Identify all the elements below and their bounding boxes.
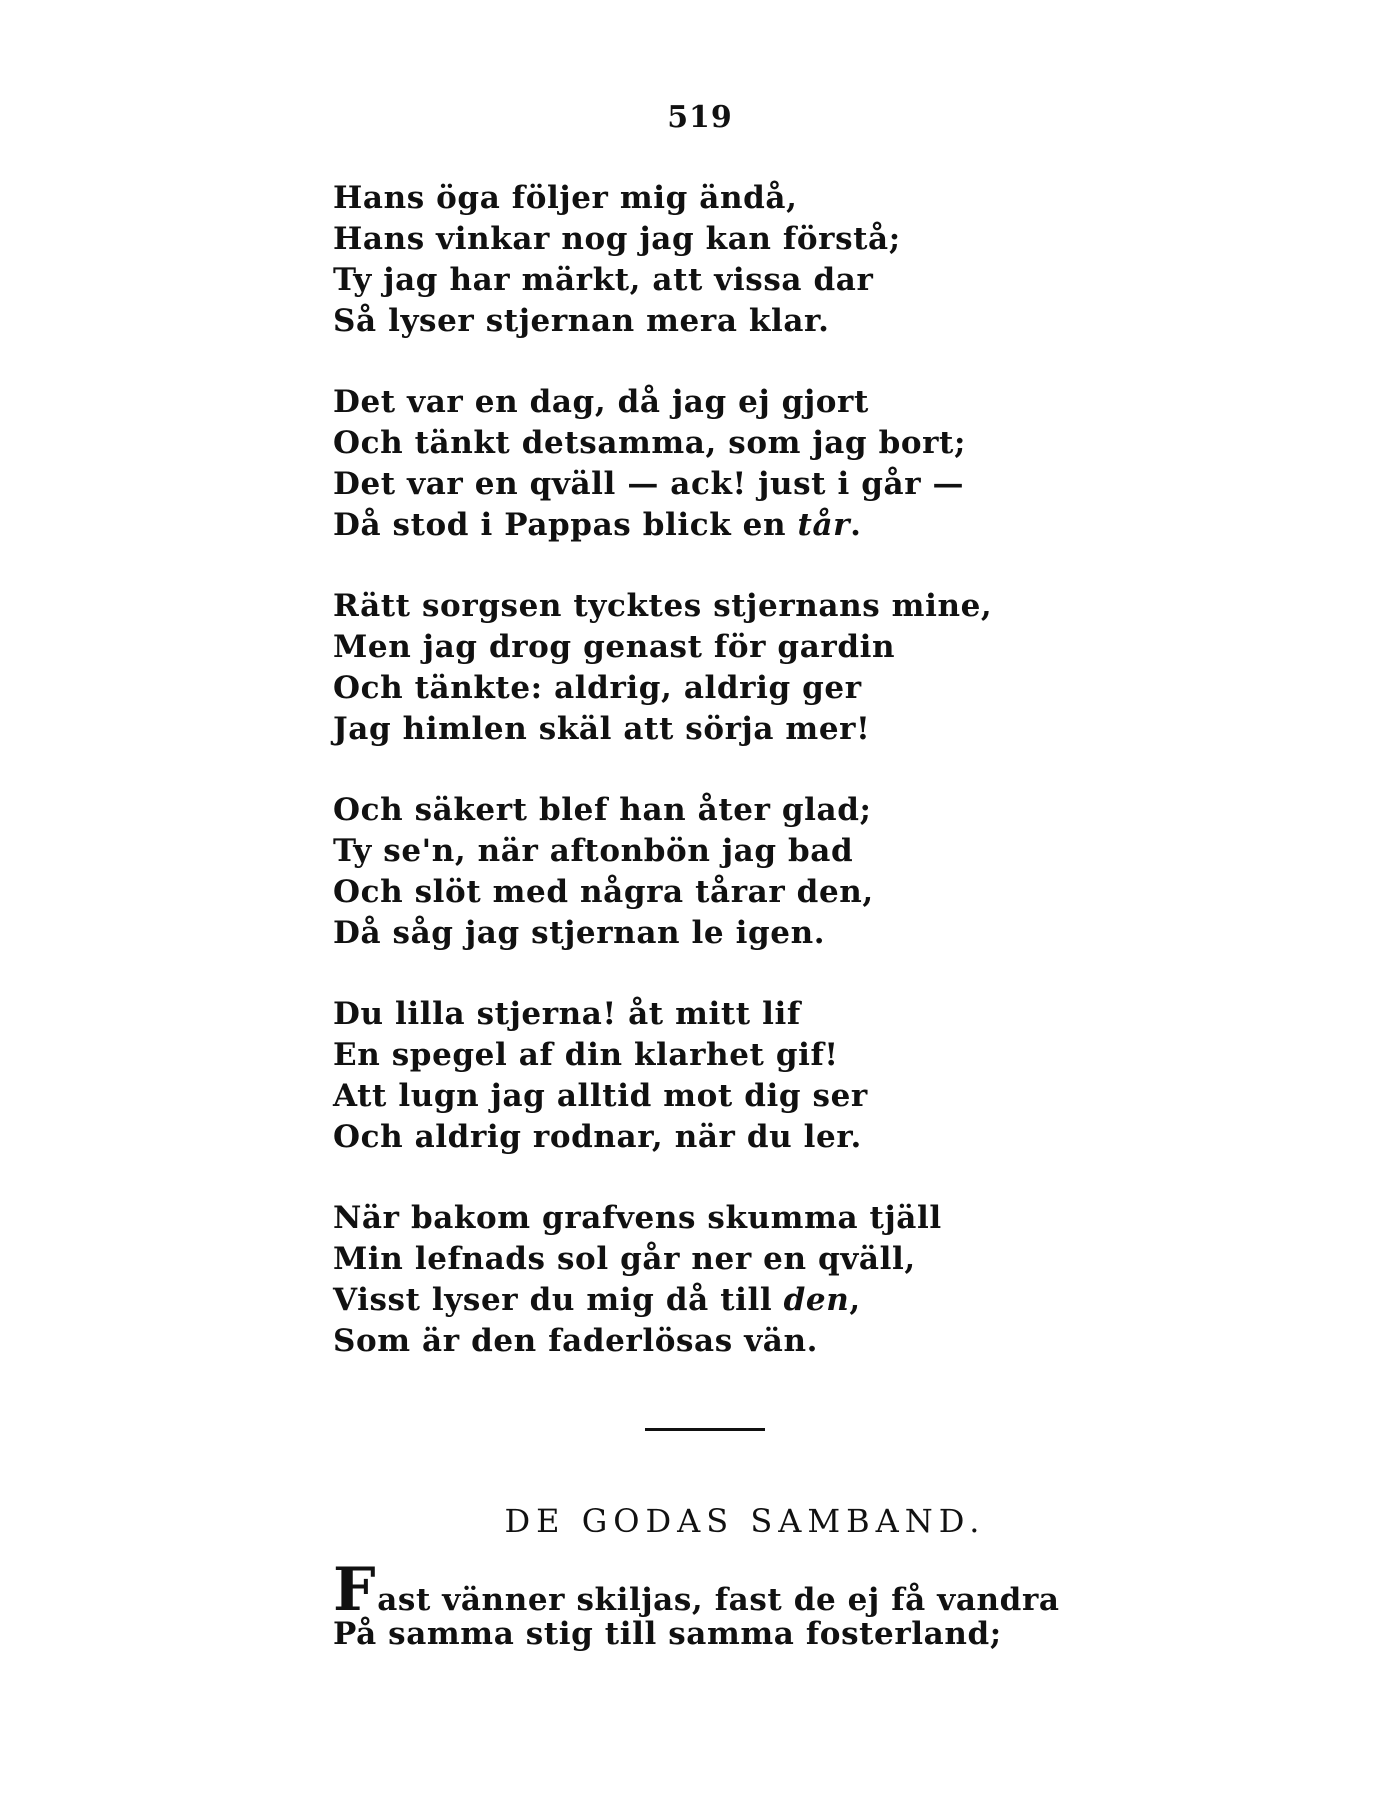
poem-line: Ty se'n, när aftonbön jag bad (333, 833, 854, 869)
second-poem (333, 1555, 1283, 1656)
poem-line: En spegel af din klarhet gif! (333, 1037, 839, 1073)
italic-word: tår (797, 507, 851, 543)
poem-line: Jag himlen skäl att sörja mer! (333, 711, 871, 747)
poem-line: Du lilla stjerna! åt mitt lif (333, 996, 801, 1032)
line-text: ast vänner skiljas, fast de ej få vandra (377, 1582, 1060, 1618)
poem-line: Det var en qväll — ack! just i går — (333, 466, 965, 502)
poem-line (333, 1555, 1283, 1625)
poem-line (333, 505, 1233, 546)
stanza-2 (333, 382, 1233, 546)
poem-line: Då såg jag stjernan le igen. (333, 915, 826, 951)
poem-line: Men jag drog genast för gardin (333, 629, 896, 665)
poem-line: Och aldrig rodnar, när du ler. (333, 1119, 862, 1155)
section-divider (645, 1428, 765, 1431)
poem-line: Och säkert blef han åter glad; (333, 792, 872, 828)
stanza-6 (333, 1198, 1233, 1362)
poem-line: Och tänkte: aldrig, aldrig ger (333, 670, 862, 706)
poem-line: Hans öga följer mig ändå, (333, 180, 798, 216)
poem-line: Så lyser stjernan mera klar. (333, 303, 830, 339)
line-text: Visst lyser du mig då till (333, 1282, 784, 1318)
line-punctuation: , (849, 1282, 861, 1318)
poem-line: På samma stig till samma fosterland; (333, 1616, 1002, 1652)
section-title: DE GODAS SAMBAND. (504, 1502, 986, 1540)
poem-line: Och slöt med några tårar den, (333, 874, 874, 910)
stanza-3 (333, 586, 1233, 750)
italic-word: den (783, 1282, 850, 1318)
poem-line: Som är den faderlösas vän. (333, 1323, 819, 1359)
poem-line: Och tänkt detsamma, som jag bort; (333, 425, 967, 461)
page-number: 519 (667, 100, 733, 135)
poem-line: Att lugn jag alltid mot dig ser (333, 1078, 868, 1114)
poem-line: Det var en dag, då jag ej gjort (333, 384, 869, 420)
stanza-1 (333, 178, 1233, 342)
poem-line: Min lefnads sol går ner en qväll, (333, 1241, 916, 1277)
line-punctuation: . (850, 507, 862, 543)
poem-body (333, 178, 1233, 1402)
drop-cap: F (333, 1555, 377, 1625)
poem-line: Hans vinkar nog jag kan förstå; (333, 221, 901, 257)
poem-line: Ty jag har märkt, att vissa dar (333, 262, 874, 298)
line-text: Då stod i Pappas blick en (333, 507, 798, 543)
poem-line (333, 1280, 1233, 1321)
poem-line: När bakom grafvens skumma tjäll (333, 1200, 942, 1236)
stanza-5 (333, 994, 1233, 1158)
stanza-4 (333, 790, 1233, 954)
poem-line: Rätt sorgsen tycktes stjernans mine, (333, 588, 993, 624)
